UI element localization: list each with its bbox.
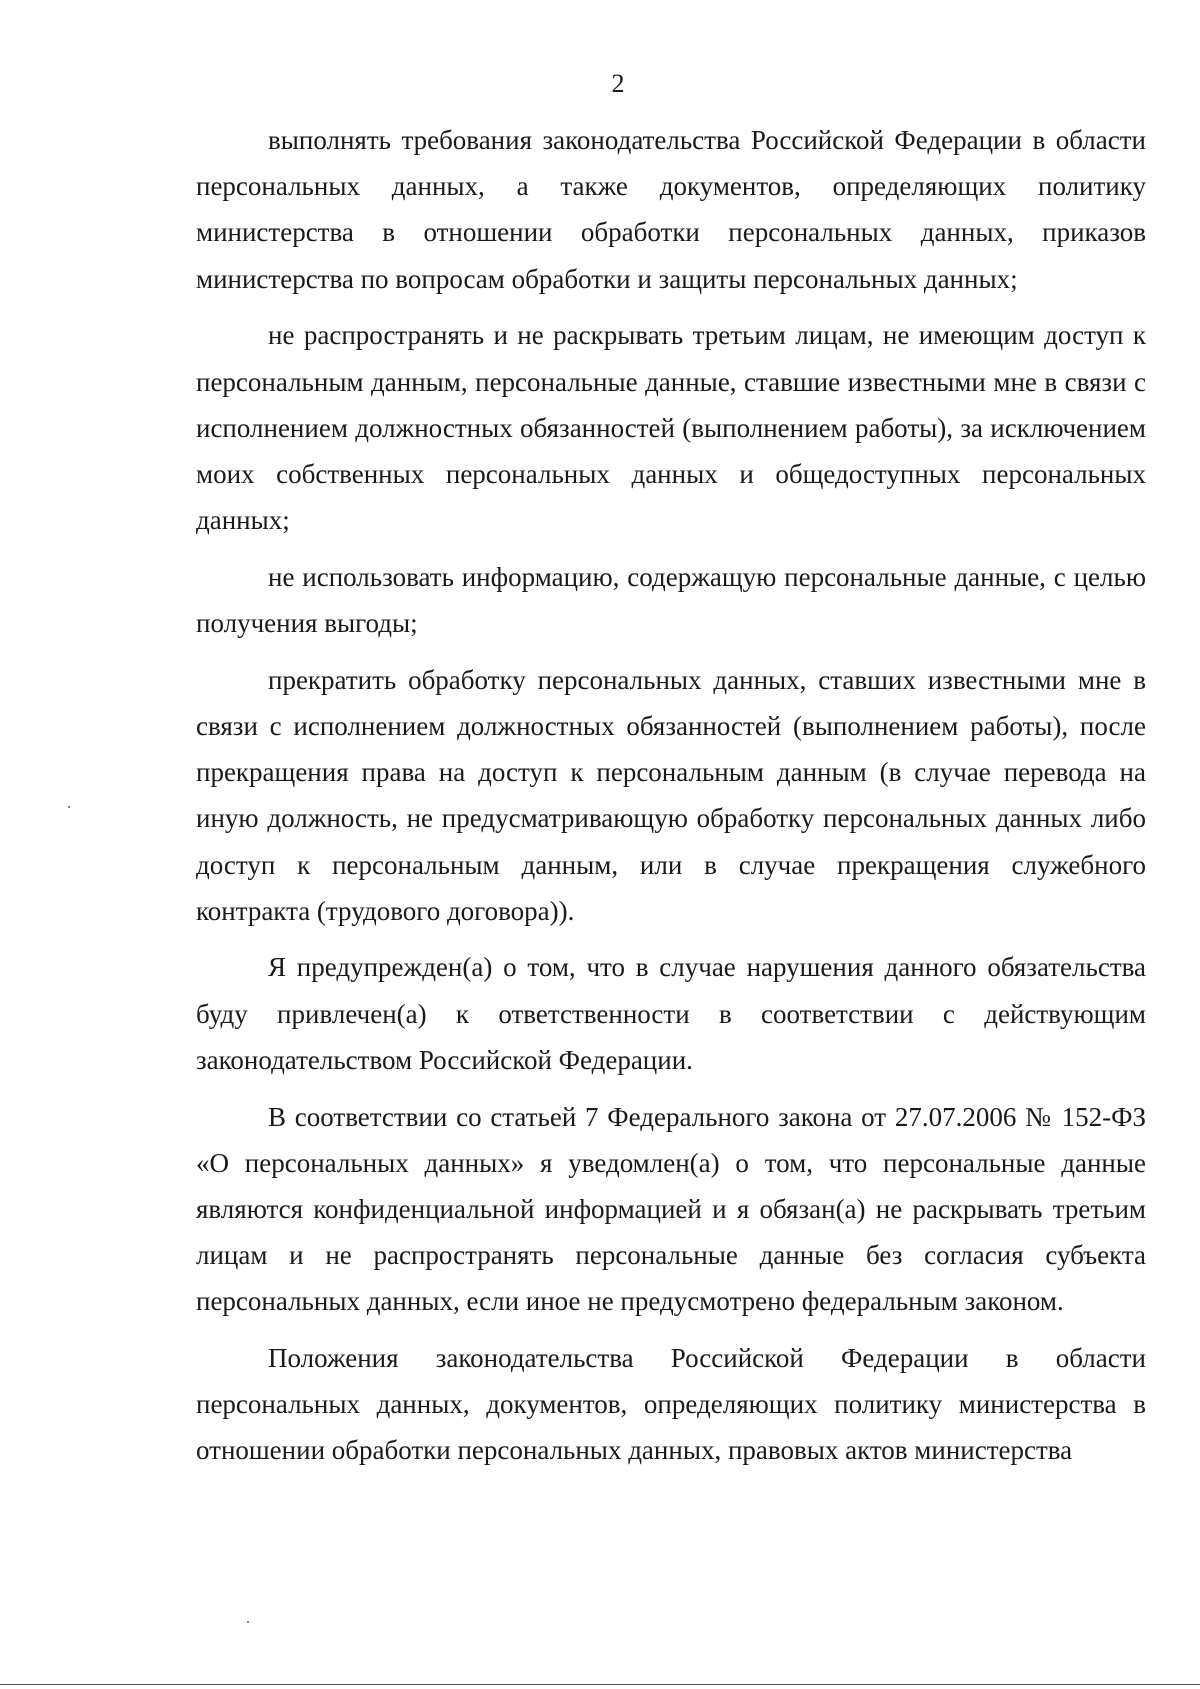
paragraph-federal-law-notice: В соответствии со статьей 7 Федерального закона от 27.07.2006 № 152-ФЗ «О персональных данных» я уведомлен(а) о том, что персональные данные являются конфиденциальной информацией и я обязан(а) не раскрывать третьим лицам и не распространять персональные данные без согласия субъекта персональных данных, если иное не предусмотрено федеральным законом.: [196, 1101, 1146, 1317]
paragraph-provisions: Положения законодательства Российской Федерации в области персональных данных, документов, определяющих политику министерства в отношении обработки персональных данных, правовых актов министерства: [196, 1343, 1146, 1466]
scan-artifact-dot: [247, 1621, 249, 1623]
paragraph-stop-processing: прекратить обработку персональных данных, ставших известными мне в связи с исполнением должностных обязанностей (выполнением работы), после прекращения права на доступ к персональным данным (в случае перевода на иную должность, не предусматривающую обработку персональных данных либо доступ к персональным данным, или в случае прекращения служебного контракта (трудового договора)).: [196, 664, 1146, 926]
paragraph-no-disclosure: не распространять и не раскрывать третьим лицам, не имеющим доступ к персональным данным, персональные данные, ставшие известными мне в связи с исполнением должностных обязанностей (выполнением работы), за исключением моих собственных персональных данных и общедоступных персональных данных;: [196, 320, 1146, 536]
document-body: [196, 117, 1146, 1474]
scan-edge-line: [0, 1684, 1200, 1685]
scan-artifact-dot: [68, 806, 70, 808]
paragraph-no-profit-use: не использовать информацию, содержащую персональные данные, с целью получения выгоды;: [196, 561, 1146, 639]
paragraph-liability-warning: Я предупрежден(а) о том, что в случае нарушения данного обязательства буду привлечен(а) к ответственности в соответствии с действующим законодательством Российской Федерации.: [196, 952, 1146, 1075]
page-number: 2: [611, 69, 625, 98]
paragraph-comply-legislation: выполнять требования законодательства Российской Федерации в области персональных данных, а также документов, определяющих политику министерства в отношении обработки персональных данных, приказов министерства по вопросам обработки и защиты персональных данных;: [196, 125, 1146, 294]
